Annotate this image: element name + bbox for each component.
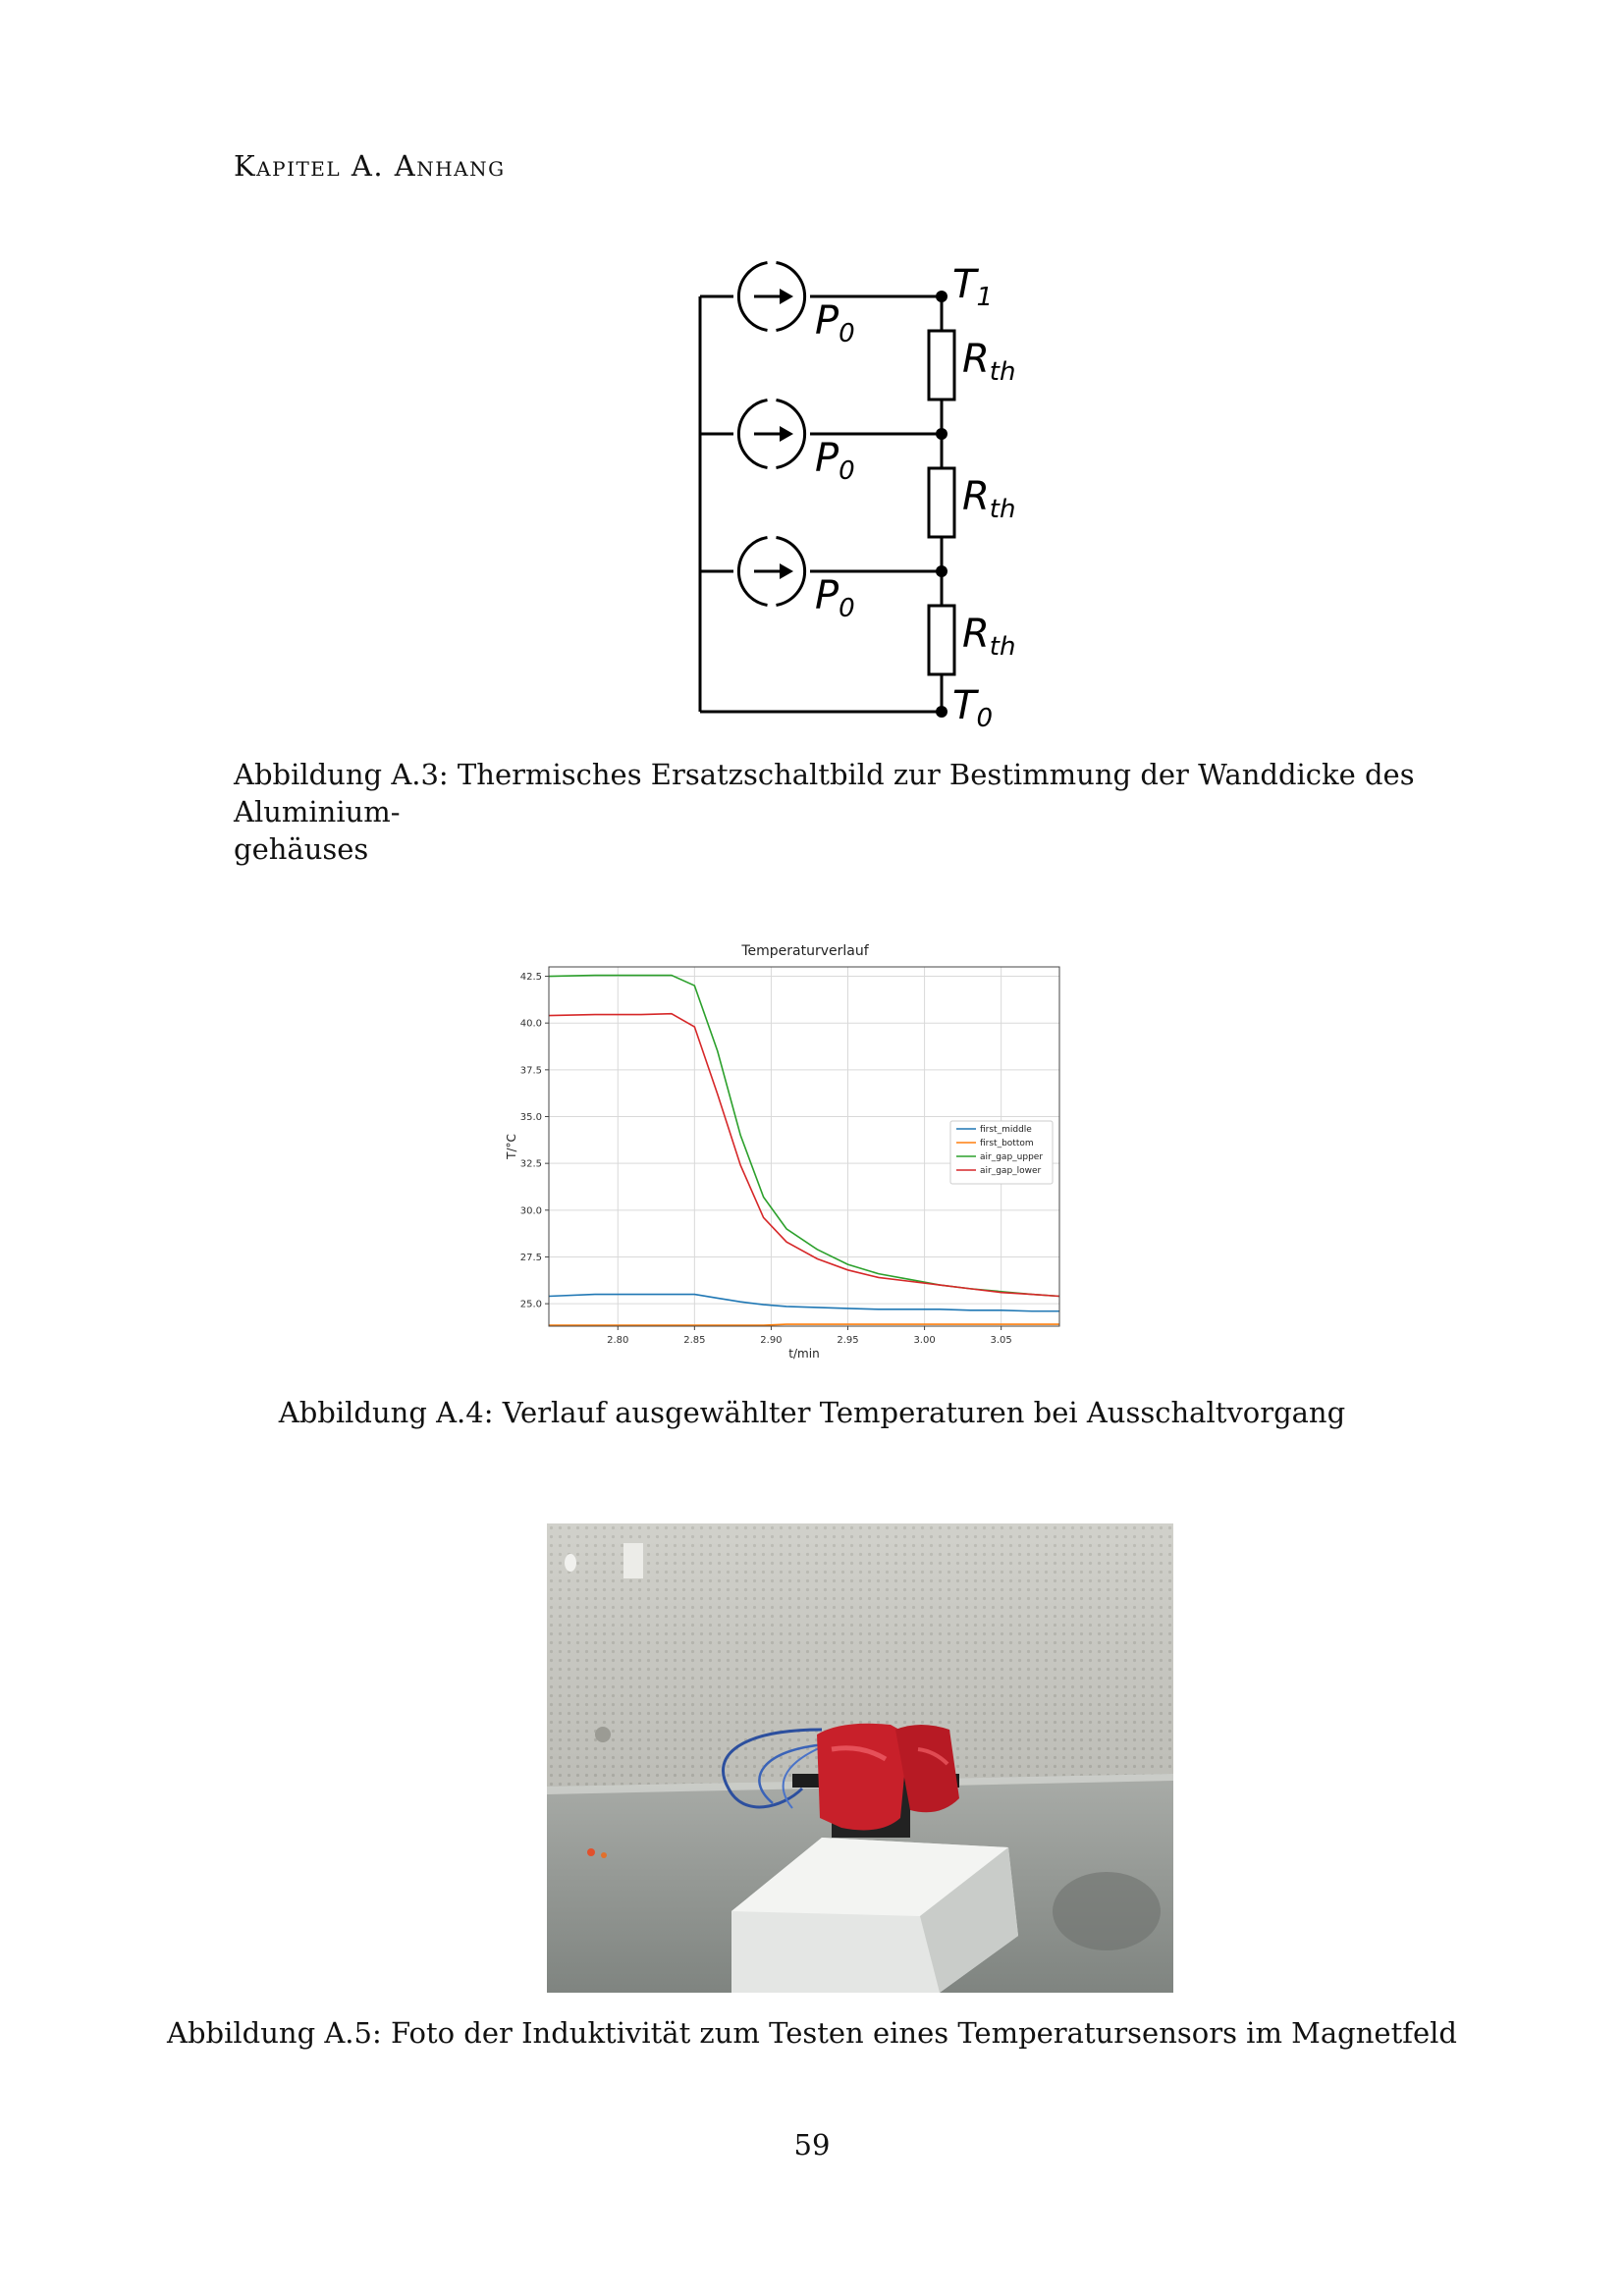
y-tick-label: 30.0 (519, 1205, 542, 1217)
thermal-circuit-diagram (668, 250, 1060, 741)
x-axis-label: t/min (788, 1347, 820, 1361)
y-tick-label: 27.5 (519, 1252, 542, 1263)
t0-label: T0 (952, 683, 993, 733)
x-tick-label: 2.85 (683, 1335, 706, 1346)
rth-label-3: Rth (962, 612, 1016, 662)
p0-label-3: P0 (815, 573, 855, 623)
figure-a3-caption: Abbildung A.3: Thermisches Ersatzschaltbild zur Bestimmung der Wanddicke des Aluminium- gehäuses (234, 758, 1415, 866)
current-source-2 (738, 400, 804, 468)
rth-label-1: Rth (962, 337, 1016, 387)
y-tick-label: 42.5 (519, 972, 542, 984)
y-tick-label: 35.0 (519, 1112, 542, 1123)
legend-label: first_middle (980, 1125, 1032, 1135)
x-tick-label: 2.90 (760, 1335, 783, 1346)
x-tick-label: 2.80 (607, 1335, 629, 1346)
temperature-chart (452, 908, 1257, 1369)
current-source-1 (738, 263, 804, 331)
legend-label: air_gap_lower (980, 1166, 1042, 1176)
p0-label-2: P0 (815, 436, 855, 486)
page-number: 59 (793, 2128, 831, 2162)
y-axis-label: T/°C (505, 1134, 518, 1159)
rth-label-2: Rth (962, 474, 1016, 524)
x-tick-label: 3.05 (990, 1335, 1012, 1346)
p0-label-1: P0 (815, 298, 855, 348)
t1-label: T1 (952, 262, 993, 312)
x-tick-label: 2.95 (837, 1335, 859, 1346)
chart-legend (950, 1121, 1053, 1184)
figure-a5-caption: Abbildung A.5: Foto der Induktivität zum Testen eines Temperatursensors im Magnetfeld (167, 2016, 1457, 2050)
legend-label: air_gap_upper (980, 1152, 1044, 1162)
x-tick-label: 3.00 (913, 1335, 936, 1346)
inductor-photo (547, 1523, 1173, 1993)
y-tick-label: 37.5 (519, 1065, 542, 1077)
legend-label: first_bottom (980, 1139, 1034, 1148)
y-tick-label: 40.0 (519, 1018, 542, 1030)
chart-title: Temperaturverlauf (741, 943, 869, 959)
chapter-header: Kapitel A. Anhang (234, 149, 506, 183)
y-tick-label: 25.0 (519, 1299, 542, 1310)
current-source-3 (738, 538, 804, 606)
figure-a4-caption: Abbildung A.4: Verlauf ausgewählter Temperaturen bei Ausschaltvorgang (278, 1396, 1346, 1429)
y-tick-label: 32.5 (519, 1158, 542, 1170)
